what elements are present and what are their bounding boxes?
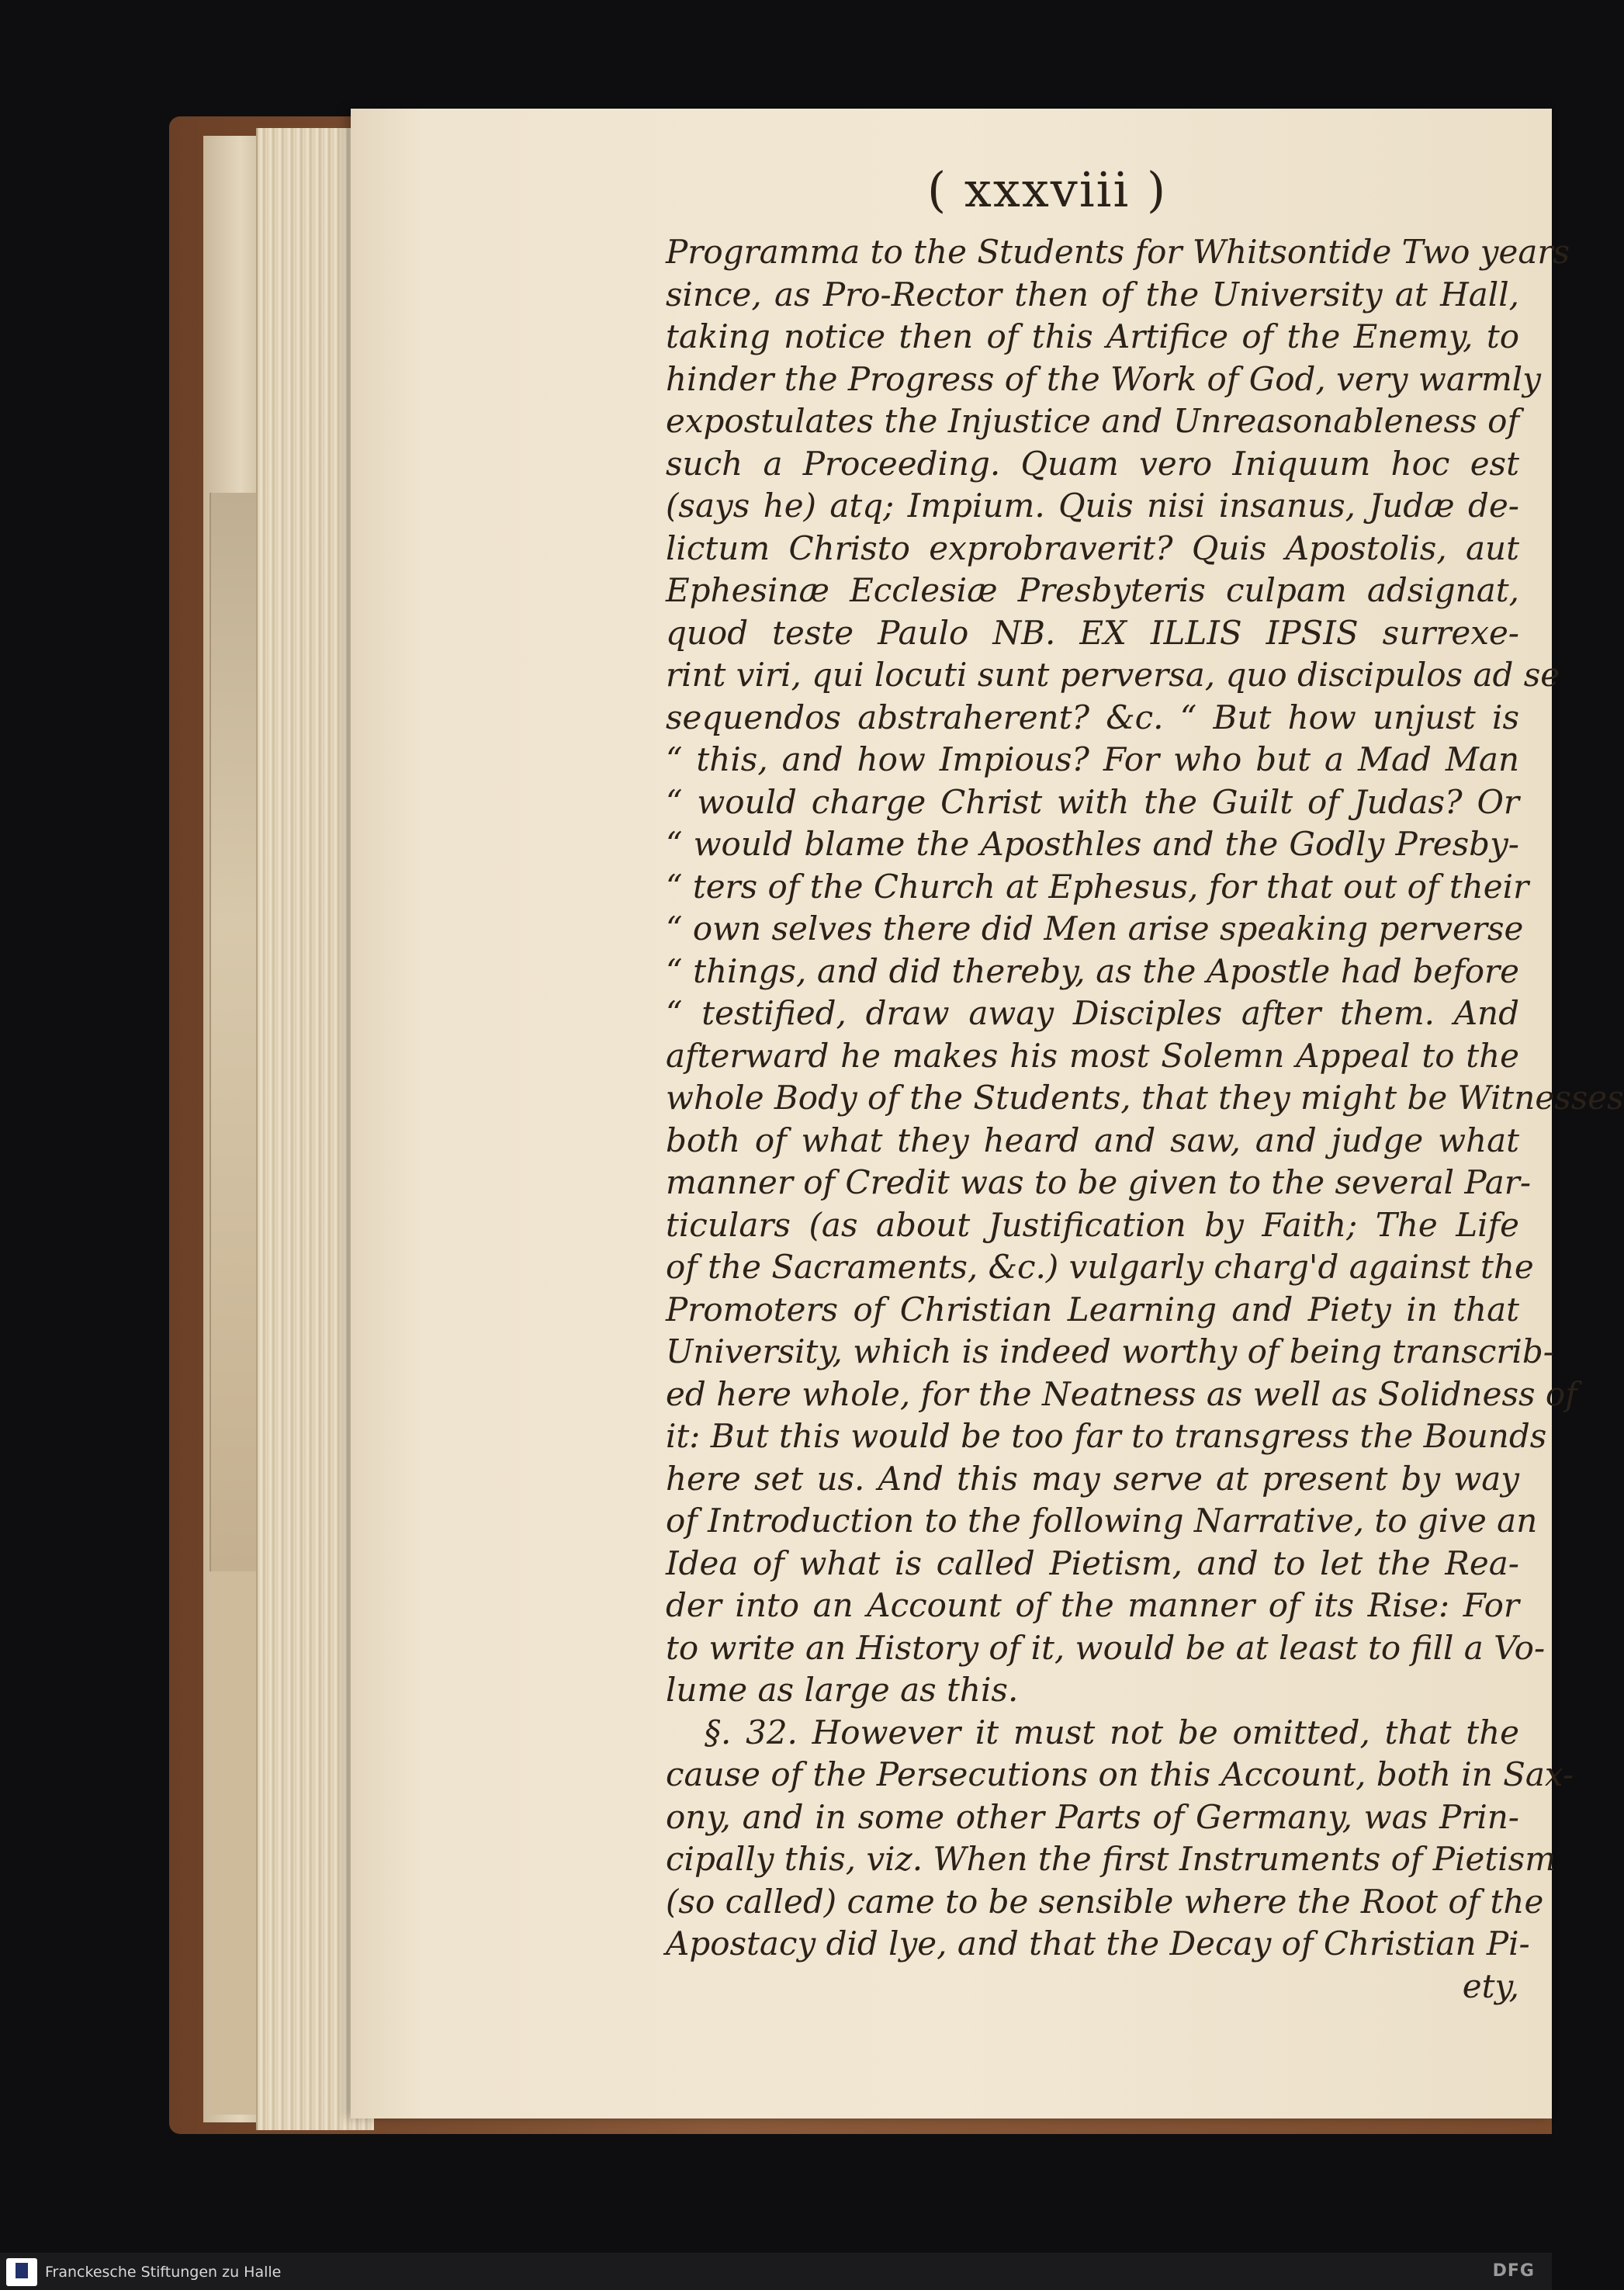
text-line: §. 32. However it must not be omitted, that the <box>705 1713 1519 1751</box>
text-line: such a Proceeding. Quam vero Iniquum hoc est <box>666 444 1519 483</box>
text-line: to write an History of it, would be at least to fill a Vo- <box>666 1628 1546 1667</box>
institution-logo-icon <box>6 2258 37 2286</box>
text-line: “ would charge Christ with the Guilt of Judas? Or <box>666 782 1519 821</box>
text-line: sequendos abstraherent? &c. “ But how unjust is <box>666 698 1519 736</box>
text-line: “ own selves there did Men arise speaking perverse <box>666 909 1524 948</box>
text-line: of the Sacraments, &c.) vulgarly charg'd against the <box>666 1248 1534 1286</box>
text-line: hinder the Progress of the Work of God, very warmly <box>666 359 1541 398</box>
text-line: of Introduction to the following Narrative, to give an <box>666 1502 1538 1540</box>
dfg-logo-text: DFG <box>1492 2261 1535 2281</box>
text-line: Promoters of Christian Learning and Piety in that <box>666 1290 1519 1329</box>
text-line: cause of the Persecutions on this Account, both in Sax- <box>666 1755 1574 1793</box>
page-number: ( xxxviii ) <box>927 161 1168 218</box>
text-line: “ this, and how Impious? For who but a Mad Man <box>666 740 1519 778</box>
text-line: lictum Christo exprobraverit? Quis Apostolis, aut <box>666 528 1519 567</box>
text-line: lume as large as this. <box>666 1671 1019 1709</box>
text-line: manner of Credit was to be given to the several Par- <box>666 1163 1532 1201</box>
text-line: “ testified, draw away Disciples after them. And <box>666 994 1519 1032</box>
text-line: both of what they heard and saw, and judge what <box>666 1121 1519 1159</box>
text-line: Programma to the Students for Whitsontide Two years <box>666 233 1570 271</box>
text-line: der into an Account of the manner of its Rise: For <box>666 1586 1519 1624</box>
text-line: ed here whole, for the Neatness as well as Solidness of <box>666 1374 1577 1413</box>
text-line: whole Body of the Students, that they might be Witnesses <box>666 1079 1624 1117</box>
text-line: “ things, and did thereby, as the Apostle had before <box>666 951 1519 990</box>
logo-mark <box>16 2263 28 2278</box>
catchword: ety, <box>1462 1966 1519 2005</box>
text-line: “ ters of the Church at Ephesus, for that out of their <box>666 867 1529 906</box>
page-text-block <box>666 231 1624 2008</box>
text-line: ticulars (as about Justification by Faith; The Life <box>666 1205 1519 1244</box>
text-line: afterward he makes his most Solemn Appeal to the <box>666 1036 1519 1075</box>
text-line: since, as Pro-Rector then of the University at Hall, <box>666 275 1519 314</box>
text-line: University, which is indeed worthy of being transcrib- <box>666 1332 1554 1370</box>
text-line: taking notice then of this Artifice of the Enemy, to <box>666 317 1519 355</box>
text-line: ony, and in some other Parts of Germany, was Prin- <box>666 1797 1519 1836</box>
text-line: quod teste Paulo NB. EX ILLIS IPSIS surrexe- <box>666 613 1519 652</box>
text-line: Ephesinæ Ecclesiæ Presbyteris culpam adsignat, <box>666 571 1519 609</box>
text-line: it: But this would be too far to transgress the Bounds <box>666 1417 1547 1455</box>
text-line: Apostacy did lye, and that the Decay of Christian Pi- <box>666 1925 1530 1963</box>
text-line: “ would blame the Aposthles and the Godly Presby- <box>666 825 1519 863</box>
text-line: (says he) atq; Impium. Quis nisi insanus, Judæ de- <box>666 487 1519 525</box>
text-line: rint viri, qui locuti sunt perversa, quo discipulos ad se <box>666 656 1560 694</box>
text-line: Idea of what is called Pietism, and to let the Rea- <box>666 1543 1519 1582</box>
institution-name: Franckesche Stiftungen zu Halle <box>45 2264 282 2281</box>
text-line: expostulates the Injustice and Unreasonableness of <box>666 402 1519 440</box>
text-line: (so called) came to be sensible where the Root of the <box>666 1882 1544 1921</box>
text-line: here set us. And this may serve at present by way <box>666 1459 1519 1498</box>
text-line: cipally this, viz. When the first Instruments of Pietism <box>666 1840 1556 1878</box>
